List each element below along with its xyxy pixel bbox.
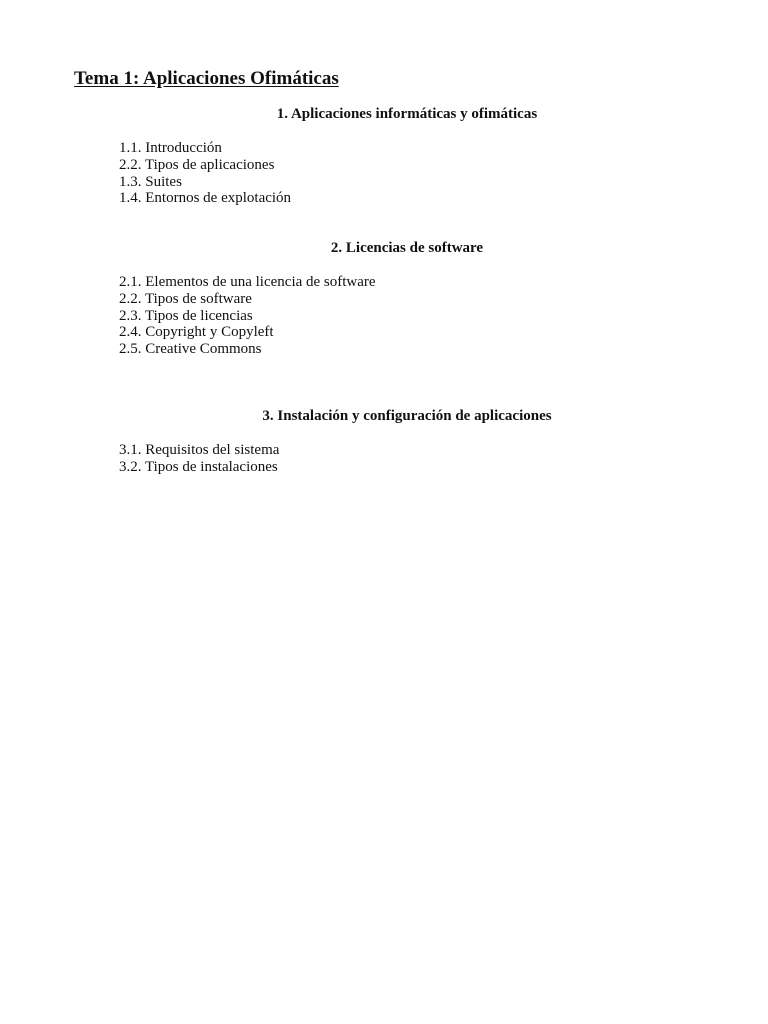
list-item: 3.2. Tipos de instalaciones [119, 458, 278, 475]
section-1-list [119, 140, 291, 207]
list-item: 2.2. Tipos de software [119, 290, 252, 307]
list-item: 2.4. Copyright y Copyleft [119, 324, 274, 341]
section-2-list [119, 274, 376, 358]
section-1-heading: 1. Aplicaciones informáticas y ofimáticas [276, 106, 538, 122]
section-3-list [119, 442, 279, 476]
list-item: 2.1. Elementos de una licencia de software [119, 274, 376, 290]
list-item: 2.3. Tipos de licencias [119, 307, 253, 324]
section-3-heading: 3. Instalación y configuración de aplicaciones [262, 408, 552, 424]
list-item: 2.2. Tipos de aplicaciones [119, 156, 275, 173]
section-2-heading: 2. Licencias de software [330, 240, 484, 256]
list-item: 2.5. Creative Commons [119, 341, 262, 358]
list-item: 1.1. Introducción [119, 140, 222, 156]
list-item: 3.1. Requisitos del sistema [119, 442, 280, 458]
list-item: 1.4. Entornos de explotación [119, 190, 292, 207]
list-item: 1.3. Suites [119, 173, 182, 190]
document-title: Tema 1: Aplicaciones Ofimáticas [74, 68, 339, 89]
